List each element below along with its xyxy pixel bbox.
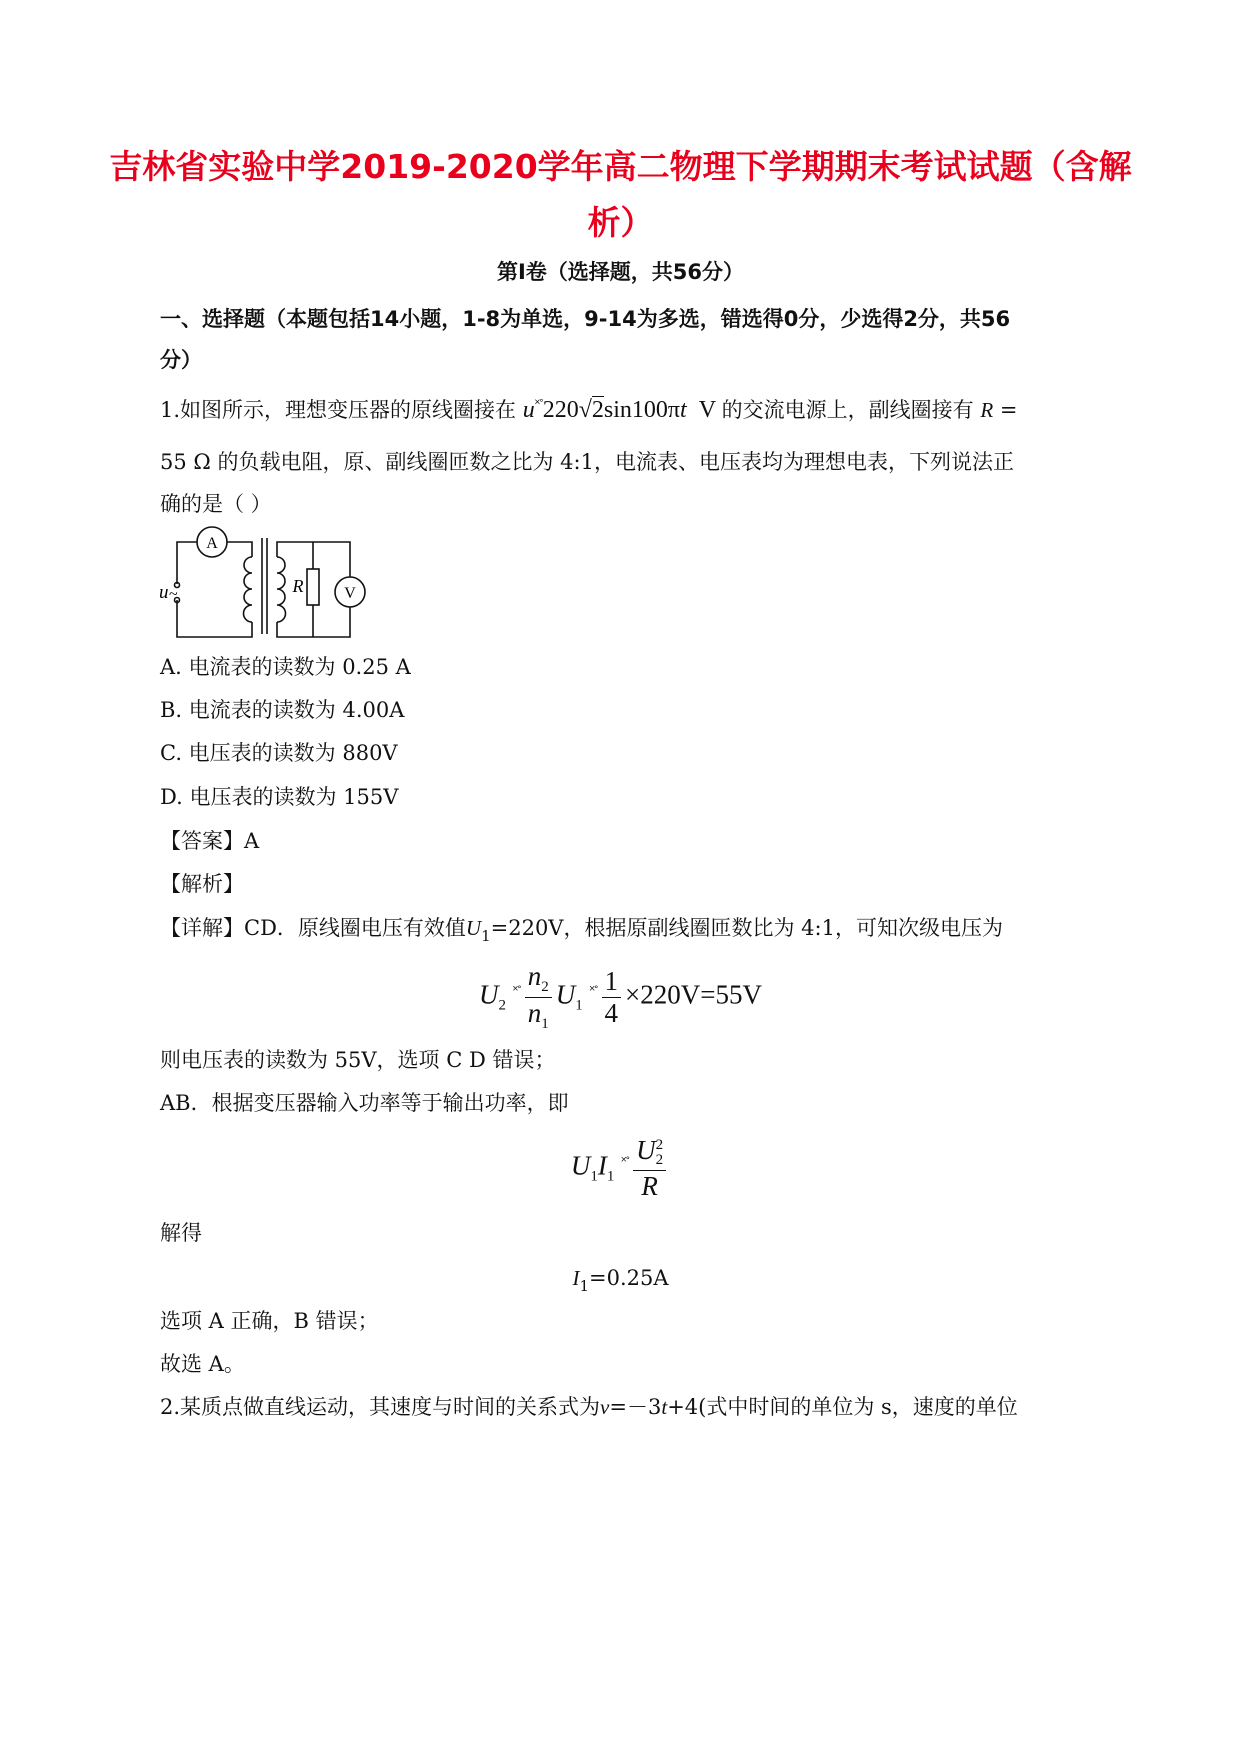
eq1-fraction-quarter — [602, 968, 622, 1027]
q2-t: t — [661, 1395, 668, 1419]
detail-text-b: =220V，根据原副线圈匝数比为 4:1，可知次级电压为 — [490, 916, 1003, 940]
eq2-I-sub: 1 — [606, 1168, 615, 1185]
question1-stem-line3: 确的是（ ） — [160, 492, 272, 516]
formula-220: 220 — [542, 397, 579, 423]
eq1-den: n — [527, 998, 542, 1028]
eq2-U-sub: 1 — [590, 1168, 598, 1185]
eq1-num: n — [527, 961, 542, 991]
document-title-line2: 析） — [587, 203, 654, 242]
eq2-num-sup: 2 — [655, 1136, 664, 1153]
source-label: u — [159, 582, 169, 603]
ammeter-label: A — [206, 535, 218, 552]
eq2-equals: ˟˚ — [621, 1155, 630, 1171]
stem-R: R — [980, 398, 994, 422]
question1-stem-line1 — [160, 398, 1017, 422]
q2-text-b: +4(式中时间的单位为 s，速度的单位 — [667, 1395, 1018, 1419]
formula-t: t — [680, 397, 687, 423]
eq1-lhs-sub: 2 — [498, 997, 506, 1014]
transformer-circuit-diagram — [150, 522, 390, 647]
formula-radicand: 2 — [591, 397, 604, 423]
part-heading-line2: 分） — [160, 348, 202, 372]
eq3-I: I — [572, 1266, 580, 1290]
eq1-fraction-n — [525, 963, 552, 1032]
sqrt-sign: √ — [578, 397, 592, 423]
line-choose: 故选 A。 — [160, 1352, 245, 1376]
eq1-mid-sub: 1 — [575, 997, 583, 1014]
eq2-num: U — [636, 1135, 656, 1165]
q2-eq: =－3 — [609, 1395, 662, 1419]
equation-1 — [0, 963, 1241, 1032]
line-ab: AB．根据变压器输入功率等于输出功率，即 — [160, 1091, 569, 1115]
line-a-correct: 选项 A 正确，B 错误； — [160, 1309, 379, 1333]
line-cd: 则电压表的读数为 55V，选项 C D 错误； — [160, 1048, 556, 1072]
eq1-num-sub: 2 — [541, 979, 549, 995]
section-heading: 第Ⅰ卷（选择题，共56分） — [496, 260, 745, 284]
resistor-label: R — [292, 576, 304, 596]
option-a: A. 电流表的读数为 0.25 A — [160, 655, 411, 679]
option-c: C. 电压表的读数为 880V — [160, 741, 398, 765]
question1-stem-line2: 55 Ω 的负载电阻，原、副线圈匝数之比为 4:1，电流表、电压表均为理想电表，下列说法正 — [160, 450, 1014, 474]
voltmeter-label: V — [344, 585, 356, 602]
eq1-lhs: U — [479, 979, 499, 1010]
formula-sin: sin100π — [603, 397, 681, 423]
option-b: B. 电流表的读数为 4.00A — [160, 698, 405, 722]
eq2-den: R — [641, 1170, 658, 1201]
equation-2 — [0, 1137, 1241, 1200]
equation-3 — [0, 1268, 1241, 1294]
detail-U-sub: 1 — [481, 927, 491, 945]
stem-formula — [523, 397, 722, 423]
eq1-tail: ×220V=55V — [625, 979, 762, 1010]
formula-u: u — [522, 397, 535, 423]
eq1-equals: ˟˚ — [512, 984, 521, 1000]
eq1-den-sub: 1 — [541, 1016, 549, 1032]
stem-eq: = — [999, 398, 1018, 422]
analysis-label: 【解析】 — [160, 872, 244, 896]
detail-line — [160, 918, 1003, 944]
question2-stem — [160, 1397, 1018, 1418]
eq1-num2: 1 — [602, 968, 622, 998]
answer: 【答案】A — [160, 829, 260, 853]
eq1-mid: U — [555, 979, 576, 1010]
detail-U: U — [465, 916, 482, 940]
option-d: D. 电压表的读数为 155V — [160, 785, 399, 809]
eq1-den2: 4 — [604, 998, 619, 1028]
formula-unit: V — [698, 397, 716, 423]
equals-glyph: ˟˚ — [534, 398, 543, 413]
eq2-num-sub: 2 — [655, 1151, 664, 1168]
eq1-equals-2: ˟˚ — [589, 984, 598, 1000]
part-heading-line1: 一、选择题（本题包括14小题，1-8为单选，9-14为多选，错选得0分，少选得2分，共56 — [160, 307, 1011, 331]
eq2-I: I — [597, 1150, 607, 1181]
q2-v: v — [600, 1395, 610, 1419]
stem-text: 1.如图所示，理想变压器的原线圈接在 — [160, 398, 517, 422]
eq3-rest: =0.25A — [589, 1266, 669, 1290]
document-title-line1: 吉林省实验中学2019-2020学年高二物理下学期期末考试试题（含解 — [109, 147, 1132, 186]
stem-text-b: 的交流电源上，副线圈接有 — [721, 398, 974, 422]
q2-text-a: 2.某质点做直线运动，其速度与时间的关系式为 — [160, 1395, 601, 1419]
solve-label: 解得 — [160, 1221, 202, 1245]
source-symbol: ~ — [169, 586, 178, 603]
eq2-fraction — [633, 1137, 666, 1200]
eq2-U: U — [570, 1150, 591, 1181]
detail-text-a: 【详解】CD．原线圈电压有效值 — [160, 916, 466, 940]
eq3-I-sub: 1 — [579, 1277, 589, 1295]
